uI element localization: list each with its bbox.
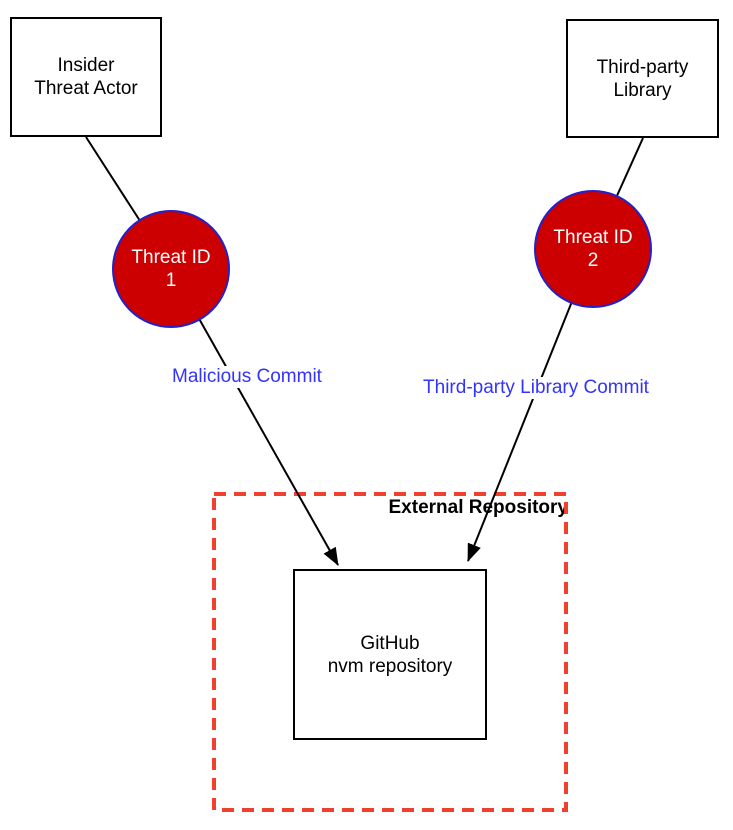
node-threat-id-2 bbox=[534, 190, 652, 308]
node-third-party-library bbox=[566, 19, 719, 138]
node-label-line: Threat ID bbox=[131, 247, 211, 268]
node-label-line: GitHub bbox=[360, 632, 420, 654]
edge-label-third-party-library-commit: Third-party Library Commit bbox=[423, 377, 649, 398]
external-repository-group-label: External Repository bbox=[388, 497, 568, 518]
node-label-line: Insider bbox=[57, 55, 115, 76]
node-insider-threat-actor bbox=[10, 17, 162, 137]
node-label-line: nvm repository bbox=[327, 655, 453, 677]
node-github-nvm-repository bbox=[293, 569, 487, 740]
node-threat-id-1 bbox=[112, 210, 230, 328]
node-label-line: Threat ID bbox=[553, 227, 633, 248]
node-label-line: 1 bbox=[165, 270, 177, 291]
node-label-line: Library bbox=[613, 79, 672, 101]
node-label-line: Threat Actor bbox=[34, 78, 138, 99]
node-label-line: Third-party bbox=[596, 56, 689, 78]
node-label-line: 2 bbox=[587, 250, 599, 271]
edge-label-malicious-commit: Malicious Commit bbox=[172, 366, 322, 387]
